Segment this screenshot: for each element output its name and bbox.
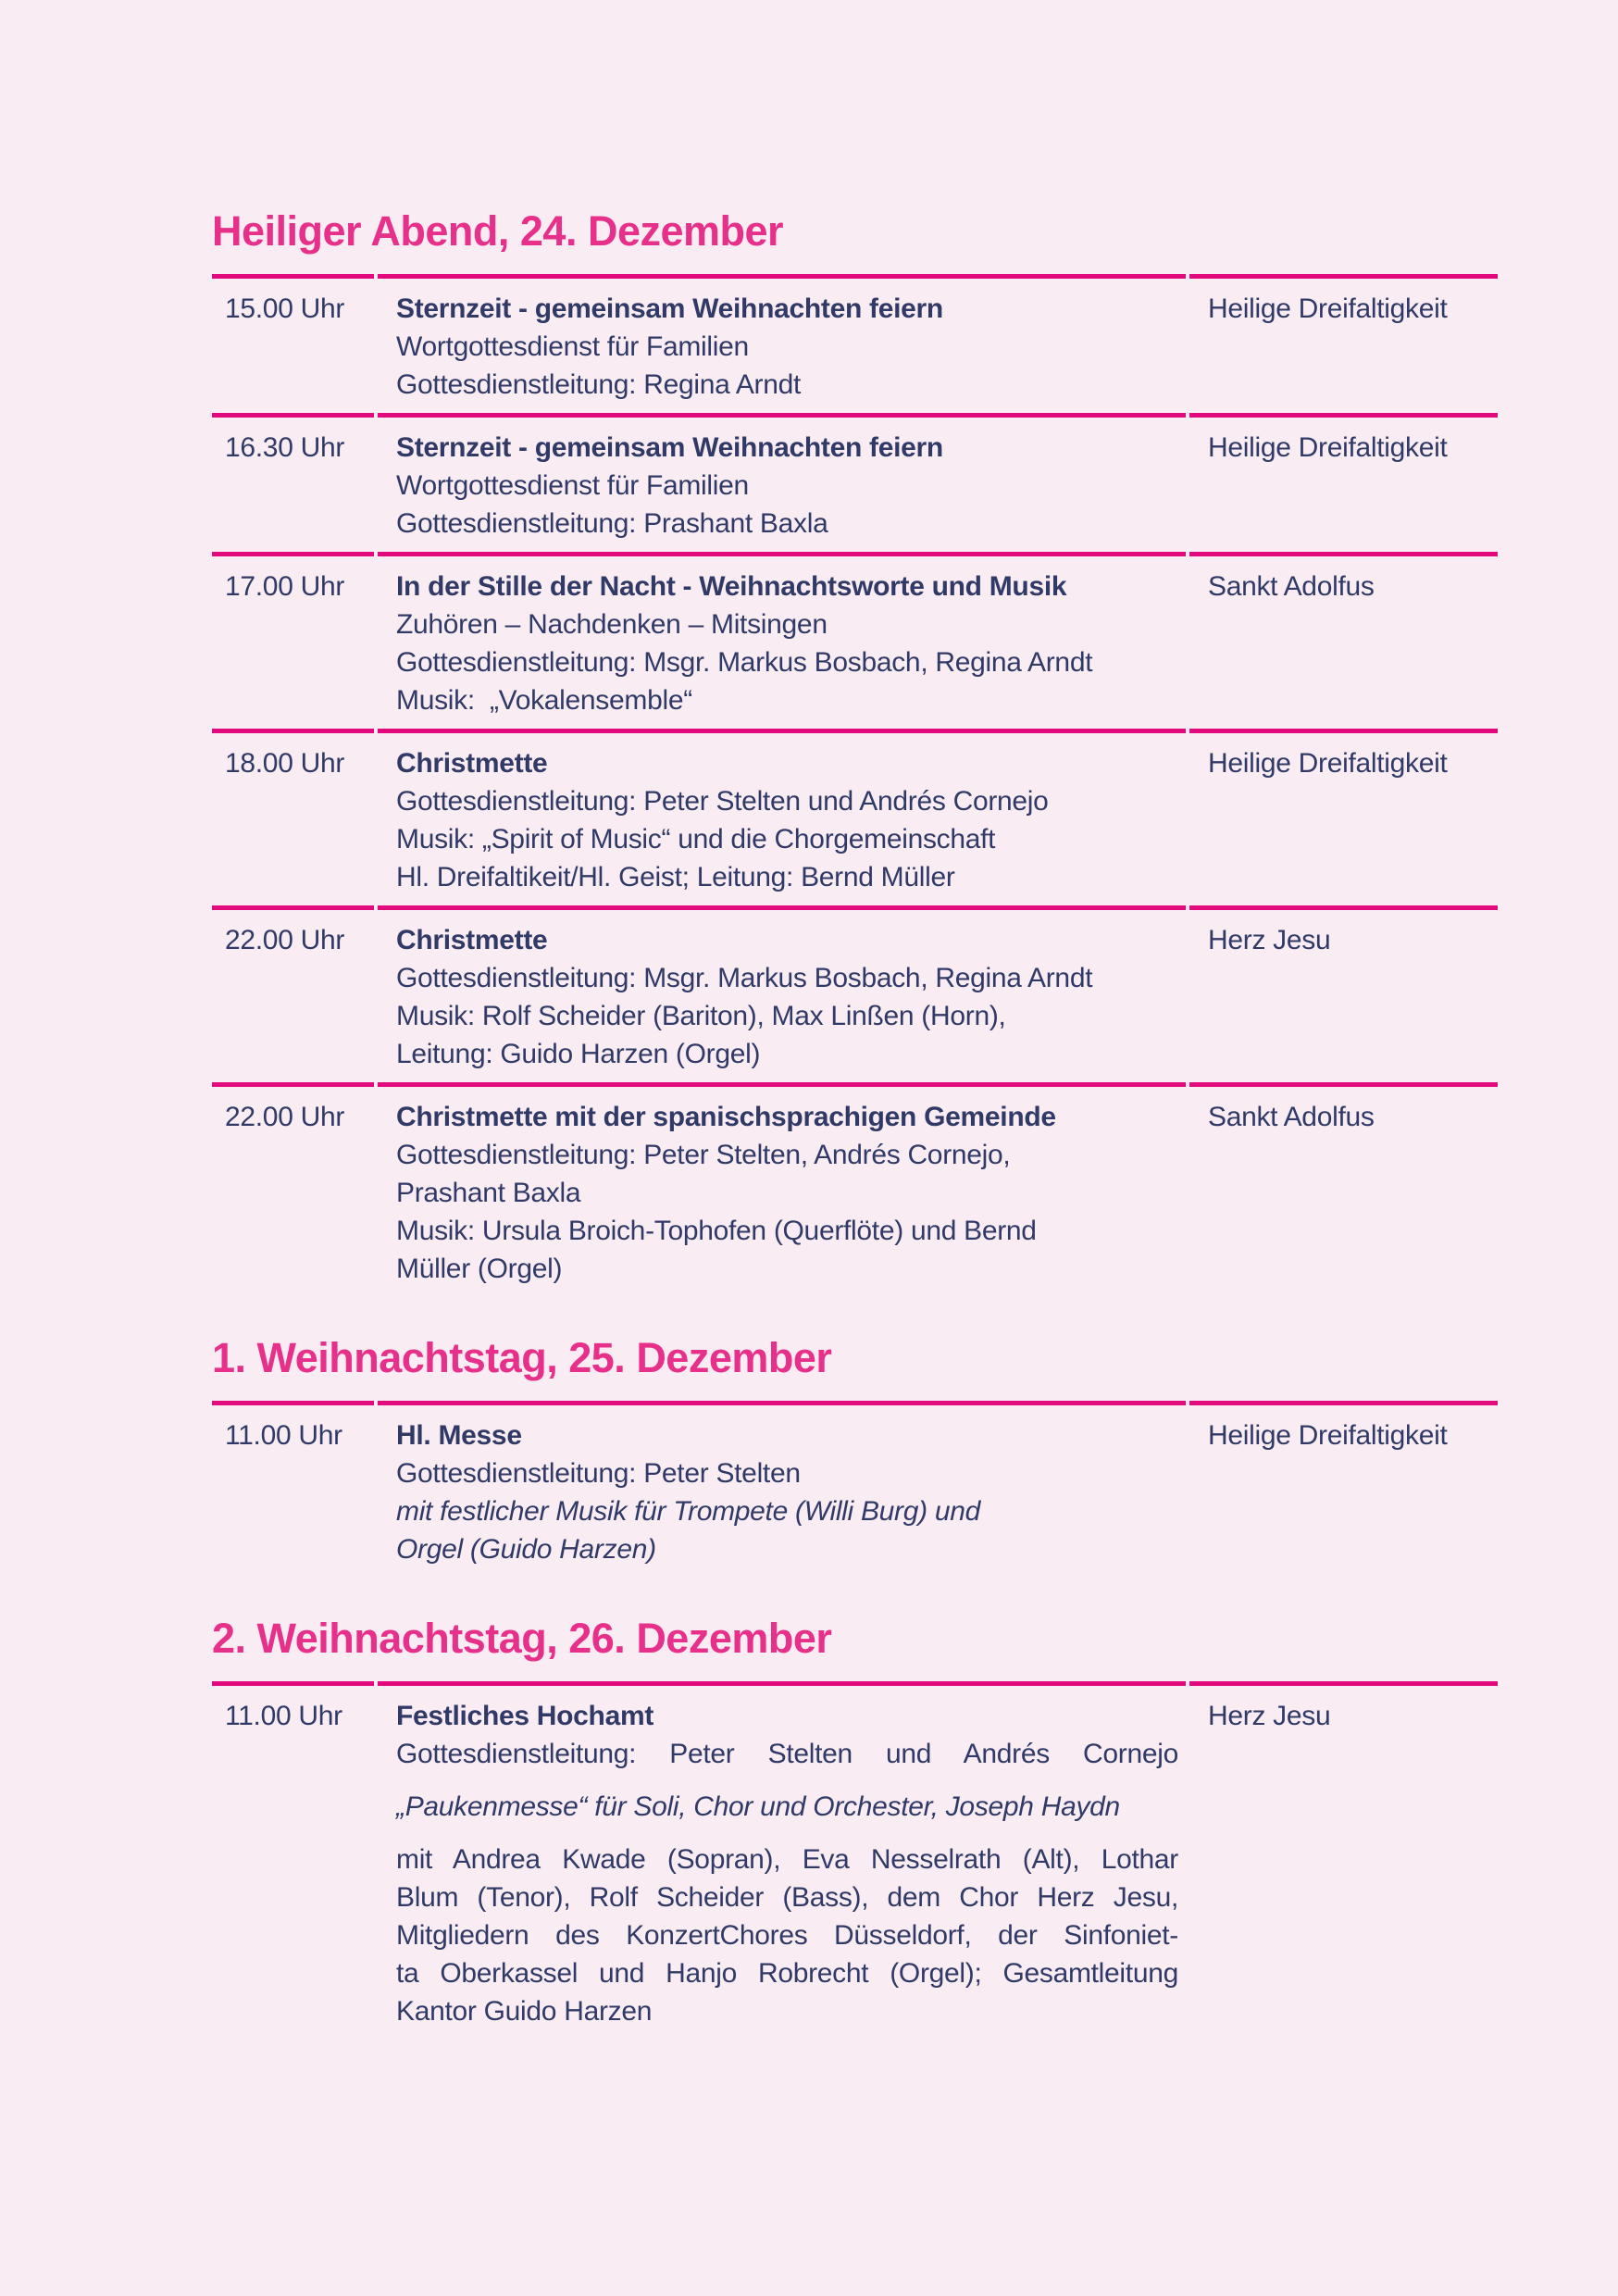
event-time: 11.00 Uhr <box>212 1681 374 2040</box>
event-time: 17.00 Uhr <box>212 552 374 729</box>
section-heading: 1. Weihnachtstag, 25. Dezember <box>212 1334 832 1381</box>
event-title: Christmette <box>396 748 548 779</box>
event-title: In der Stille der Nacht - Weihnachtsworte und Musik <box>396 571 1067 602</box>
event-time: 15.00 Uhr <box>212 274 374 413</box>
event-line: Zuhören – Nachdenken – Mitsingen <box>396 609 828 640</box>
event-line: Musik: „Spirit of Music“ und die Chorgemeinschaft <box>396 824 996 855</box>
event-location: Heilige Dreifaltigkeit <box>1189 1401 1498 1578</box>
schedule-table <box>212 1681 1498 2040</box>
event-line: Wortgottesdienst für Familien <box>396 470 749 501</box>
event-description <box>378 413 1186 552</box>
event-location: Herz Jesu <box>1189 905 1498 1082</box>
event-title: Christmette <box>396 925 548 955</box>
event-description <box>378 1401 1186 1578</box>
event-title: Hl. Messe <box>396 1420 522 1451</box>
schedule-table <box>212 1401 1498 1578</box>
event-title: Sternzeit - gemeinsam Weihnachten feiern <box>396 293 943 324</box>
section-heading: Heiliger Abend, 24. Dezember <box>212 207 784 255</box>
event-line: Gottesdienstleitung: Msgr. Markus Bosbach, Regina Arndt <box>396 963 1093 993</box>
event-description <box>378 1681 1186 2040</box>
event-line-justified: ta Oberkassel und Hanjo Robrecht (Orgel); Gesamtleitung <box>396 1958 1178 1989</box>
event-location: Heilige Dreifaltigkeit <box>1189 274 1498 413</box>
event-title: Sternzeit - gemeinsam Weihnachten feiern <box>396 432 943 463</box>
event-line: Gottesdienstleitung: Prashant Baxla <box>396 508 828 539</box>
event-line: Müller (Orgel) <box>396 1254 563 1284</box>
schedule-table <box>212 274 1498 1297</box>
event-time: 22.00 Uhr <box>212 1082 374 1297</box>
event-location: Herz Jesu <box>1189 1681 1498 2040</box>
event-location: Heilige Dreifaltigkeit <box>1189 413 1498 552</box>
event-line-italic: „Paukenmesse“ für Soli, Chor und Orchester, Joseph Haydn <box>396 1791 1120 1822</box>
event-line: Prashant Baxla <box>396 1178 581 1208</box>
event-description <box>378 552 1186 729</box>
event-line: Wortgottesdienst für Familien <box>396 331 749 362</box>
event-description <box>378 905 1186 1082</box>
event-time: 11.00 Uhr <box>212 1401 374 1578</box>
event-line: Leitung: Guido Harzen (Orgel) <box>396 1039 761 1069</box>
event-line: Musik: „Vokalensemble“ <box>396 685 692 716</box>
event-line-justified: Mitgliedern des KonzertChores Düsseldorf, der Sinfoniet- <box>396 1920 1178 1951</box>
event-description <box>378 729 1186 905</box>
event-title: Christmette mit der spanischsprachigen Gemeinde <box>396 1102 1056 1132</box>
event-line: Musik: Rolf Scheider (Bariton), Max Linßen (Horn), <box>396 1001 1006 1031</box>
event-time: 18.00 Uhr <box>212 729 374 905</box>
event-line: Gottesdienstleitung: Msgr. Markus Bosbach, Regina Arndt <box>396 647 1093 678</box>
event-location: Sankt Adolfus <box>1189 552 1498 729</box>
event-line-italic: mit festlicher Musik für Trompete (Willi Burg) und <box>396 1496 980 1527</box>
section-heiliger-abend <box>212 207 1498 1297</box>
event-line: Gottesdienstleitung: Peter Stelten, Andrés Cornejo, <box>396 1140 1011 1170</box>
event-line-justified: mit Andrea Kwade (Sopran), Eva Nesselrath (Alt), Lothar <box>396 1844 1178 1875</box>
event-location: Sankt Adolfus <box>1189 1082 1498 1297</box>
event-line: Kantor Guido Harzen <box>396 1996 653 2027</box>
page-content <box>212 0 1498 2040</box>
section-erster-weihnachtstag <box>212 1334 1498 1578</box>
event-line-justified: Blum (Tenor), Rolf Scheider (Bass), dem Chor Herz Jesu, <box>396 1882 1178 1913</box>
event-description <box>378 1082 1186 1297</box>
event-time: 16.30 Uhr <box>212 413 374 552</box>
event-line: Gottesdienstleitung: Regina Arndt <box>396 369 802 400</box>
event-line: Hl. Dreifaltikeit/Hl. Geist; Leitung: Bernd Müller <box>396 862 955 892</box>
event-line: Gottesdienstleitung: Peter Stelten und Andrés Cornejo <box>396 786 1049 817</box>
event-time: 22.00 Uhr <box>212 905 374 1082</box>
event-location: Heilige Dreifaltigkeit <box>1189 729 1498 905</box>
event-description <box>378 274 1186 413</box>
section-heading: 2. Weihnachtstag, 26. Dezember <box>212 1615 832 1662</box>
event-line-justified: Gottesdienstleitung: Peter Stelten und Andrés Cornejo <box>396 1739 1178 1769</box>
event-line-italic: Orgel (Guido Harzen) <box>396 1534 656 1565</box>
event-line: Musik: Ursula Broich-Tophofen (Querflöte) und Bernd <box>396 1216 1037 1246</box>
event-title: Festliches Hochamt <box>396 1701 654 1731</box>
event-line: Gottesdienstleitung: Peter Stelten <box>396 1458 801 1489</box>
section-zweiter-weihnachtstag <box>212 1615 1498 2040</box>
